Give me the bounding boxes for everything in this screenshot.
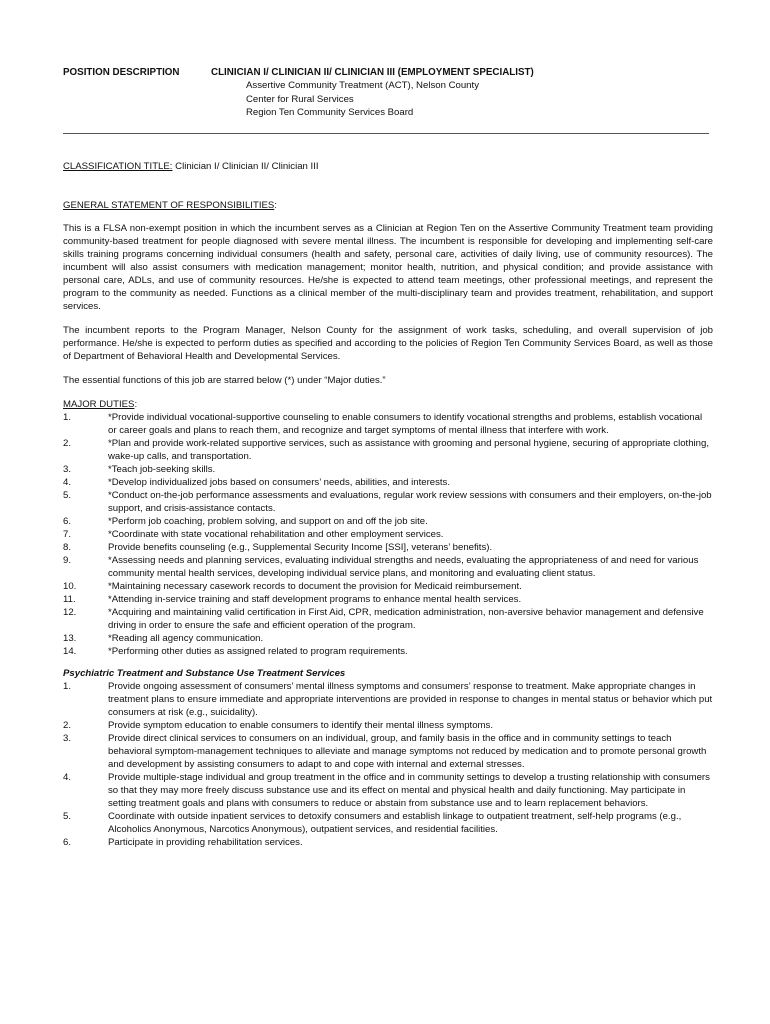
list-item: 2. Provide symptom education to enable consumers to identify their mental illness symptoms. [63, 720, 493, 731]
list-item: 1. Provide ongoing assessment of consumers’ mental illness symptoms and consumers’ response to treatment. Make appropriate changes in treatment plans to ensure immediate and appropriate interventions are provided in response to changes in mental status or behavior which put consumers at risk (e.g., suicidality). [63, 681, 713, 718]
position-description-label: POSITION DESCRIPTION [63, 67, 180, 78]
list-item: 14. *Performing other duties as assigned related to program requirements. [63, 646, 408, 657]
list-item: 3. Provide direct clinical services to consumers on an individual, group, and family basis in the office and in community settings to teach behavioral symptom-management techniques to alleviate and manage symptoms not reduced by medication and to promote personal growth and development by assisting consumers to adapt to and cope with internal and external stresses. [63, 733, 707, 770]
header-board-line: Region Ten Community Services Board [246, 107, 414, 118]
header-subtitle-lines [246, 79, 730, 120]
header-program-line: Assertive Community Treatment (ACT), Nelson County [246, 80, 479, 91]
list-item: 3. *Teach job-seeking skills. [63, 464, 216, 475]
general-statement-heading: GENERAL STATEMENT OF RESPONSIBILITIES: [63, 200, 277, 211]
document-body [63, 160, 713, 849]
general-paragraph-2: The incumbent reports to the Program Manager, Nelson County for the assignment of work tasks, scheduling, and overall supervision of job performance. He/she is expected to perform duties as specified and according to the policies of Region Ten Community Services Board, as well as those of Department of Behavioral Health and Developmental Services. [63, 325, 713, 362]
list-item: 6. *Perform job coaching, problem solving, and support on and off the job site. [63, 516, 428, 527]
major-duties-list [63, 411, 713, 658]
list-item: 4. *Develop individualized jobs based on consumers’ needs, abilities, and interests. [63, 477, 451, 488]
psychiatric-treatment-list [63, 680, 713, 849]
classification-title [63, 160, 713, 173]
general-paragraph-3: The essential functions of this job are starred below (*) under “Major duties.” [63, 375, 386, 386]
list-item: 12. *Acquiring and maintaining valid certification in First Aid, CPR, medication administration, non-aversive behavior management and defensive driving in order to ensure the safe and efficient operation of the program. [63, 607, 704, 631]
list-item: 11. *Attending in-service training and staff development programs to enhance mental health services. [63, 594, 522, 605]
document-header [63, 66, 730, 120]
list-item: 2. *Plan and provide work-related supportive services, such as assistance with grooming and personal hygiene, securing of appropriate clothing, wake-up calls, and transportation. [63, 438, 710, 462]
list-item: 9. *Assessing needs and planning services, evaluating individual strengths and needs, evaluating the appropriateness of and need for various community mental health services, developing individual service plans, and monitoring and evaluating client status. [63, 555, 699, 579]
list-item: 8. Provide benefits counseling (e.g., Supplemental Security Income [SSI], veterans’ benefits). [63, 542, 493, 553]
major-duties-heading: MAJOR DUTIES: [63, 399, 138, 410]
list-item: 7. *Coordinate with state vocational rehabilitation and other employment services. [63, 529, 444, 540]
list-item: 6. Participate in providing rehabilitation services. [63, 837, 303, 848]
header-title-row [63, 66, 730, 79]
classification-label: CLASSIFICATION TITLE: [63, 161, 173, 172]
list-item: 10. *Maintaining necessary casework records to document the provision for Medicaid reimbursement. [63, 581, 522, 592]
list-item: 1. *Provide individual vocational-supportive counseling to enable consumers to identify vocational strengths and problems, establish vocational or career goals and plans to reach them, and recognize and target symptoms of mental illness that interfere with work. [63, 412, 703, 436]
psychiatric-treatment-heading: Psychiatric Treatment and Substance Use Treatment Services [63, 668, 346, 679]
list-item: 4. Provide multiple-stage individual and group treatment in the office and in community settings to develop a trusting relationship with consumers so that they may more freely discuss substance use and its effect on mental and physical health and daily functioning. May participate in setting treatment goals and plans with consumers to reduce or abstain from substance use and to learn replacement behaviors. [63, 772, 710, 809]
list-item: 5. *Conduct on-the-job performance assessments and evaluations, regular work review sessions with consumers and their employers, on-the-job support, and crisis-assistance contacts. [63, 490, 712, 514]
list-item: 5. Coordinate with outside inpatient services to detoxify consumers and establish linkage to outpatient treatment, self-help programs (e.g., Alcoholics Anonymous, Narcotics Anonymous), outpatient services, and residential facilities. [63, 811, 682, 835]
list-item: 13. *Reading all agency communication. [63, 633, 264, 644]
classification-value: Clinician I/ Clinician II/ Clinician III [172, 161, 319, 172]
header-divider [63, 133, 709, 134]
general-paragraph-1: This is a FLSA non-exempt position in which the incumbent serves as a Clinician at Region Ten on the Assertive Community Treatment team providing community-based treatment for people diagnosed with severe mental illness. The incumbent is responsible for developing and implementing self-care skills training programs concerning individual consumers (health and safety, personal care, activities of daily living, use of community resources). The incumbent will also assist consumers with medication management; monitor health, nutrition, and physical condition; and provide assistance with personal care, ADLs, and use of community resources. He/she is expected to attend team meetings, other professional meetings, and represent the program to the community as needed. Functions as a clinical member of the multi-disciplinary team and provides treatment, rehabilitation, and support services. [63, 223, 713, 312]
header-center-line: Center for Rural Services [246, 93, 354, 105]
position-title: CLINICIAN I/ CLINICIAN II/ CLINICIAN III (EMPLOYMENT SPECIALIST) [211, 67, 534, 78]
